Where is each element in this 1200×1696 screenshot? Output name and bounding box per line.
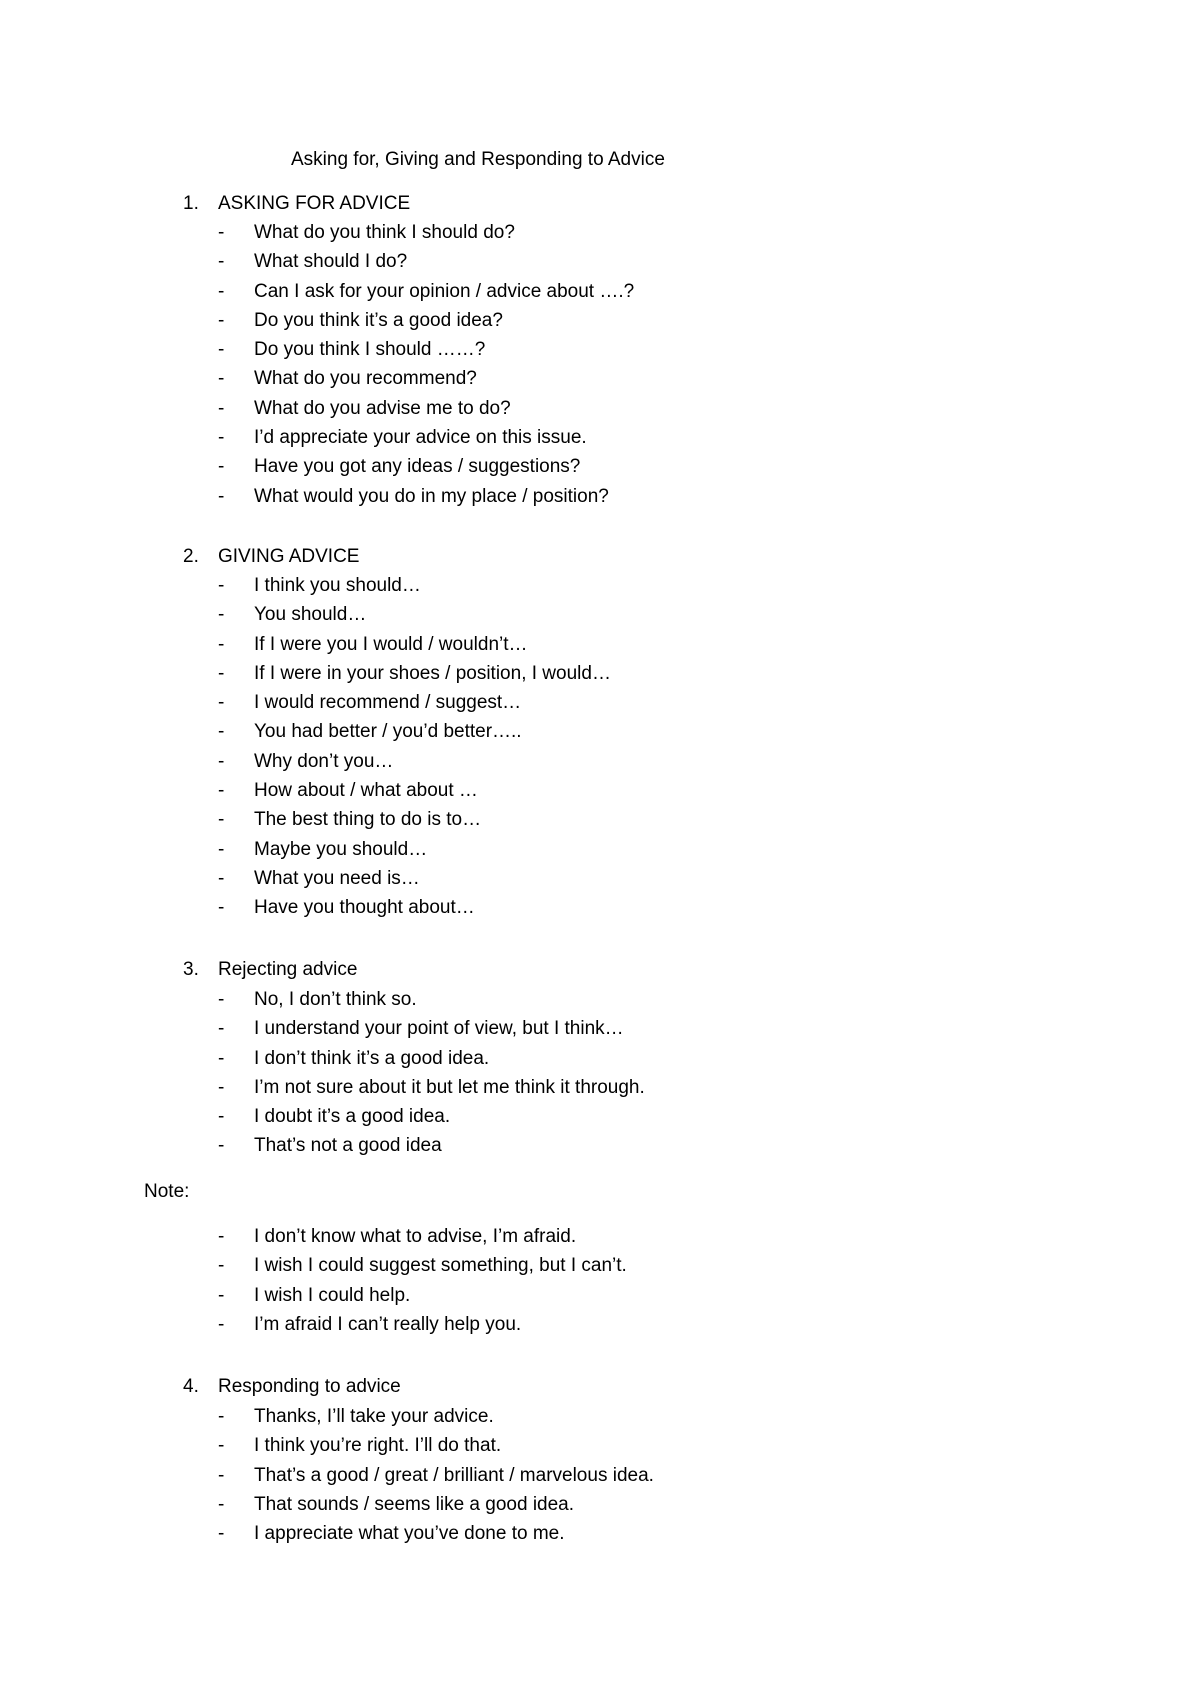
list-item-text: What you need is… <box>254 867 420 889</box>
list-item-text: No, I don’t think so. <box>254 989 417 1010</box>
list-dash: - <box>218 397 225 419</box>
list-item-text: I wish I could suggest something, but I can’t. <box>254 1255 627 1277</box>
asking-advice-list <box>0 221 1200 514</box>
list-dash: - <box>218 1406 225 1427</box>
list-item-text: I’m not sure about it but let me think it through. <box>254 1076 645 1098</box>
list-item-text: Can I ask for your opinion / advice about ….? <box>254 280 635 302</box>
section-number: 2. <box>183 546 199 567</box>
list-dash: - <box>218 1435 225 1457</box>
list-dash: - <box>218 1255 225 1277</box>
list-item <box>0 691 1200 720</box>
list-item <box>0 1493 1200 1522</box>
list-item-text: What would you do in my place / position? <box>254 485 609 507</box>
list-dash: - <box>218 662 225 684</box>
list-dash: - <box>218 809 225 831</box>
section-label: GIVING ADVICE <box>218 546 360 567</box>
list-dash: - <box>218 1076 225 1098</box>
list-item-text: Do you think it’s a good idea? <box>254 309 503 331</box>
list-item <box>0 1464 1200 1493</box>
list-item-text: I wish I could help. <box>254 1284 411 1306</box>
list-dash: - <box>218 1313 225 1335</box>
list-item <box>0 603 1200 632</box>
list-item-text: I don’t think it’s a good idea. <box>254 1047 490 1069</box>
list-dash: - <box>218 427 225 449</box>
list-item <box>0 1405 1200 1434</box>
responding-advice-list <box>0 1405 1200 1551</box>
list-dash: - <box>218 1493 225 1515</box>
list-item <box>0 1313 1200 1342</box>
list-dash: - <box>218 485 225 507</box>
list-dash: - <box>218 604 225 626</box>
note-label: Note: <box>144 1181 190 1202</box>
list-dash: - <box>218 1018 225 1040</box>
list-item <box>0 1284 1200 1313</box>
list-item-text: Have you thought about… <box>254 897 475 919</box>
list-dash: - <box>218 251 225 273</box>
list-dash: - <box>218 1284 225 1306</box>
list-item-text: What do you recommend? <box>254 368 477 390</box>
list-item-text: What do you think I should do? <box>254 222 515 243</box>
list-item-text: Do you think I should ……? <box>254 339 486 361</box>
list-dash: - <box>218 838 225 860</box>
list-item <box>0 280 1200 309</box>
list-item-text: Why don’t you… <box>254 750 394 772</box>
section-label: Responding to advice <box>218 1376 401 1397</box>
section-label: ASKING FOR ADVICE <box>218 193 411 214</box>
list-item <box>0 574 1200 603</box>
list-item <box>0 367 1200 396</box>
list-item <box>0 633 1200 662</box>
list-item-text: The best thing to do is to… <box>254 809 482 831</box>
list-item-text: I think you should… <box>254 575 421 596</box>
list-dash: - <box>218 456 225 478</box>
list-dash: - <box>218 1106 225 1128</box>
list-dash: - <box>218 309 225 331</box>
list-dash: - <box>218 867 225 889</box>
list-dash: - <box>218 1226 225 1247</box>
section-label: Rejecting advice <box>218 959 358 980</box>
list-item-text: I understand your point of view, but I think… <box>254 1018 624 1040</box>
list-item-text: I don’t know what to advise, I’m afraid. <box>254 1226 577 1247</box>
list-item <box>0 720 1200 749</box>
list-dash: - <box>218 368 225 390</box>
list-item <box>0 485 1200 514</box>
list-item <box>0 750 1200 779</box>
list-item-text: If I were in your shoes / position, I would… <box>254 662 611 684</box>
list-dash: - <box>218 633 225 655</box>
list-item-text: What do you advise me to do? <box>254 397 511 419</box>
list-item-text: I doubt it’s a good idea. <box>254 1106 451 1128</box>
list-item <box>0 662 1200 691</box>
list-item <box>0 779 1200 808</box>
list-item-text: That’s not a good idea <box>254 1135 442 1157</box>
list-dash: - <box>218 575 225 596</box>
list-item <box>0 896 1200 925</box>
list-item <box>0 338 1200 367</box>
list-item-text: How about / what about … <box>254 780 478 802</box>
note-list <box>0 1225 1200 1342</box>
list-dash: - <box>218 280 225 302</box>
list-item <box>0 867 1200 896</box>
list-item <box>0 426 1200 455</box>
list-dash: - <box>218 989 225 1010</box>
list-item <box>0 1017 1200 1046</box>
list-item-text: That’s a good / great / brilliant / marvelous idea. <box>254 1464 654 1486</box>
list-item <box>0 1105 1200 1134</box>
giving-advice-list <box>0 574 1200 926</box>
list-item <box>0 1434 1200 1463</box>
list-item <box>0 1225 1200 1254</box>
rejecting-advice-list <box>0 988 1200 1164</box>
list-dash: - <box>218 1135 225 1157</box>
list-item-text: I would recommend / suggest… <box>254 692 522 714</box>
list-item-text: I think you’re right. I’ll do that. <box>254 1435 502 1457</box>
list-item <box>0 397 1200 426</box>
list-dash: - <box>218 1047 225 1069</box>
list-item <box>0 309 1200 338</box>
list-item-text: I’d appreciate your advice on this issue. <box>254 427 587 449</box>
list-item <box>0 250 1200 279</box>
list-dash: - <box>218 721 225 743</box>
list-dash: - <box>218 222 225 243</box>
list-item <box>0 1254 1200 1283</box>
section-number: 1. <box>183 193 199 214</box>
list-dash: - <box>218 1523 225 1545</box>
list-item-text: Maybe you should… <box>254 838 428 860</box>
list-dash: - <box>218 750 225 772</box>
list-dash: - <box>218 1464 225 1486</box>
list-item <box>0 808 1200 837</box>
list-item <box>0 1076 1200 1105</box>
list-dash: - <box>218 780 225 802</box>
list-item-text: If I were you I would / wouldn’t… <box>254 633 528 655</box>
list-item <box>0 838 1200 867</box>
list-item-text: What should I do? <box>254 251 408 273</box>
list-item-text: That sounds / seems like a good idea. <box>254 1493 575 1515</box>
list-item <box>0 988 1200 1017</box>
section-number: 4. <box>183 1376 199 1397</box>
list-item-text: I’m afraid I can’t really help you. <box>254 1313 522 1335</box>
section-number: 3. <box>183 959 199 980</box>
list-item <box>0 455 1200 484</box>
list-dash: - <box>218 692 225 714</box>
list-item-text: You had better / you’d better….. <box>254 721 522 743</box>
list-item <box>0 1522 1200 1551</box>
list-item <box>0 1047 1200 1076</box>
list-dash: - <box>218 339 225 361</box>
list-item-text: I appreciate what you’ve done to me. <box>254 1523 565 1545</box>
list-item <box>0 1134 1200 1163</box>
list-dash: - <box>218 897 225 919</box>
list-item-text: You should… <box>254 604 367 626</box>
document-title: Asking for, Giving and Responding to Advice <box>291 149 665 170</box>
list-item-text: Thanks, I’ll take your advice. <box>254 1406 494 1427</box>
list-item-text: Have you got any ideas / suggestions? <box>254 456 581 478</box>
list-item <box>0 221 1200 250</box>
